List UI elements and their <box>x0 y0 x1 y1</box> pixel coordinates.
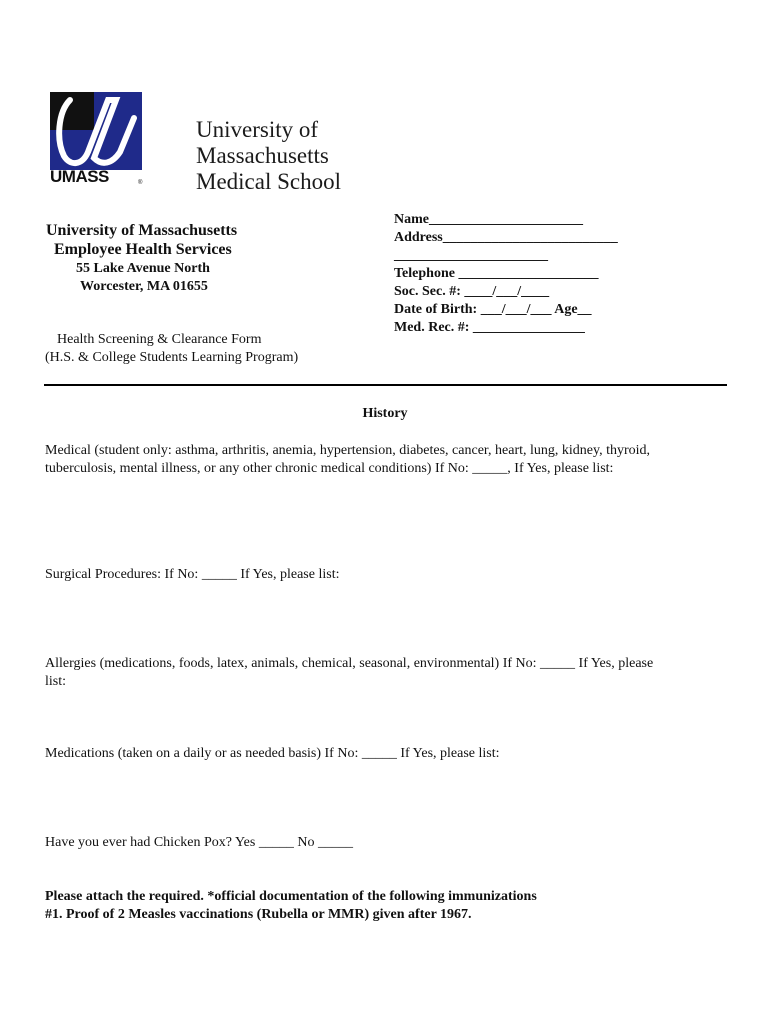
allergies-question-line-2: list: <box>45 674 67 689</box>
medications-question[interactable]: Medications (taken on a daily or as needed basis) If No: _____ If Yes, please list: <box>45 746 500 761</box>
dob-age-field[interactable]: Date of Birth: ___/___/___ Age__ <box>394 302 592 317</box>
ssn-field[interactable]: Soc. Sec. #: ____/___/____ <box>394 284 550 299</box>
section-divider <box>44 384 727 386</box>
org-name: University of Massachusetts <box>46 222 238 239</box>
form-subtitle: (H.S. & College Students Learning Program) <box>45 350 299 365</box>
medical-question-line-1: Medical (student only: asthma, arthritis, anemia, hypertension, diabetes, cancer, heart, lung, kidney, thyroid, <box>45 443 651 458</box>
umass-medical-logo <box>50 92 341 194</box>
chicken-pox-question[interactable]: Have you ever had Chicken Pox? Yes _____ No _____ <box>45 835 353 850</box>
medical-question-line-2[interactable]: tuberculosis, mental illness, or any other chronic medical conditions) If No: _____, If Yes, please list: <box>45 461 614 476</box>
umass-wordmark: UMASS <box>50 167 109 186</box>
logo-line-1: University of <box>196 117 319 142</box>
umass-u-mark-icon <box>50 92 142 170</box>
history-heading: History <box>362 406 408 421</box>
form-title: Health Screening & Clearance Form <box>57 332 262 347</box>
telephone-field[interactable]: Telephone ____________________ <box>394 266 599 281</box>
address-line-2-field[interactable]: ______________________ <box>394 248 548 263</box>
dept-name: Employee Health Services <box>54 241 232 258</box>
logo-line-3: Medical School <box>196 169 341 194</box>
surgical-question[interactable]: Surgical Procedures: If No: _____ If Yes, please list: <box>45 567 340 582</box>
med-rec-field[interactable]: Med. Rec. #: ________________ <box>394 320 585 335</box>
name-field[interactable]: Name______________________ <box>394 212 583 227</box>
address-field[interactable]: Address_________________________ <box>394 230 618 245</box>
allergies-question-line-1[interactable]: Allergies (medications, foods, latex, animals, chemical, seasonal, environmental) If No: _____ If Yes, please <box>45 656 654 671</box>
address-street: 55 Lake Avenue North <box>76 261 210 276</box>
registered-mark: ® <box>138 180 143 186</box>
measles-requirement: #1. Proof of 2 Measles vaccinations (Rubella or MMR) given after 1967. <box>45 907 472 922</box>
logo-line-2: Massachusetts <box>196 143 329 168</box>
address-city: Worcester, MA 01655 <box>80 279 208 294</box>
immunization-instruction: Please attach the required. *official documentation of the following immunizations <box>45 889 537 904</box>
